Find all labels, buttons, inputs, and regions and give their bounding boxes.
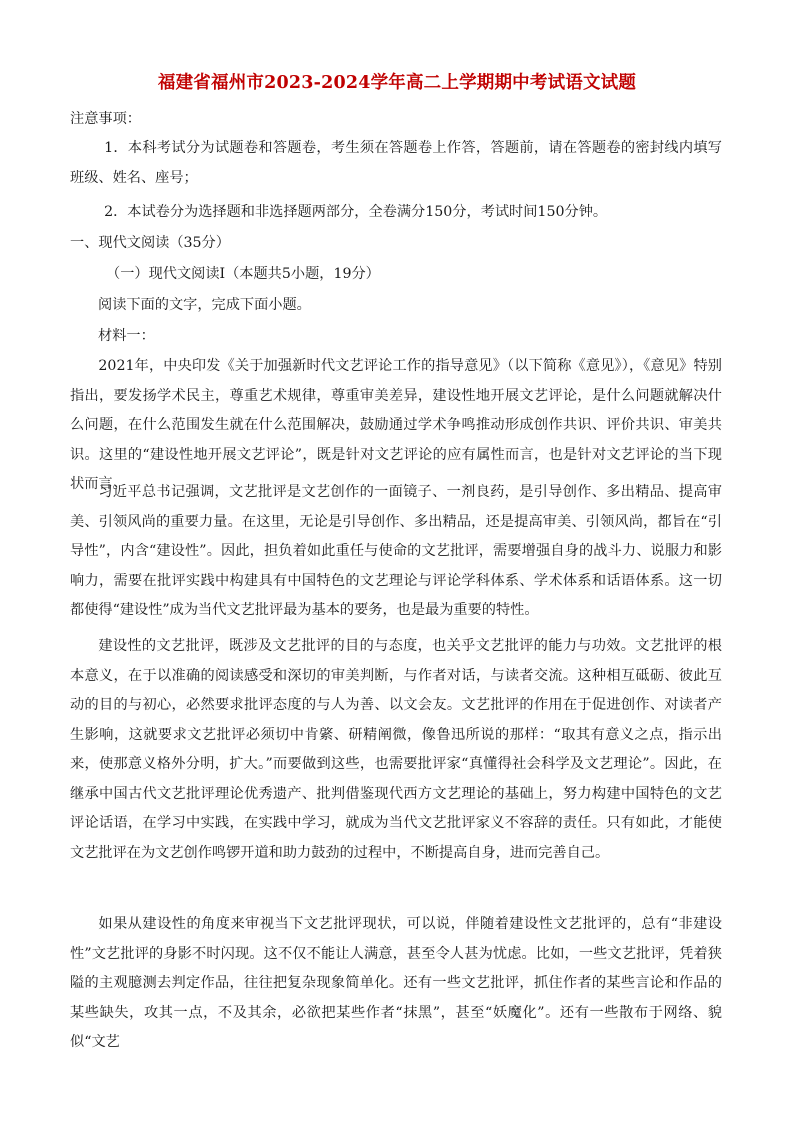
document-title: 福建省福州市2023-2024学年高二上学期期中考试语文试题: [157, 73, 637, 93]
paragraph-3: 建设性的文艺批评，既涉及文艺批评的目的与态度，也关乎文艺批评的能力与功效。文艺批评的根本意义，在于以准确的阅读感受和深切的审美判断，与作者对话，与读者交流。这种相互砥砺、彼此互动的目的与初心，必然要求批评态度的与人为善、以文会友。文艺批评的作用在于促进创作、对读者产生影响，这就要求文艺批评必须切中肯綮、研精阐微，像鲁迅所说的那样：“取其有意义之点，指示出来，使那意义格外分明，扩大。”而要做到这些，也需要批评家“真懂得社会科学及文艺理论”。因此，在继承中国古代文艺批评理论优秀遗产、批判借鉴现代西方文艺理论的基础上，努力构建中国特色的文艺评论话语，在学习中实践，在实践中学习，就成为当代文艺批评家义不容辞的责任。只有如此，才能使文艺批评在为文艺创作鸣锣开道和助力鼓劲的过程中，不断提高自身，进而完善自己。: [70, 638, 722, 861]
paragraph-2: 习近平总书记强调，文艺批评是文艺创作的一面镜子、一剂良药，是引导创作、多出精品、提高审美、引领风尚的重要力量。在这里，无论是引导创作、多出精品，还是提高审美、引领风尚，都旨在“引导性”，内含“建设性”。因此，担负着如此重任与使命的文艺批评，需要增强自身的战斗力、说服力和影响力，需要在批评实践中构建具有中国特色的文艺理论与评论学科体系、学术体系和话语体系。这一切都使得“建设性”成为当代文艺批评最为基本的要务，也是最为重要的特性。: [70, 484, 722, 618]
notice-heading: 注意事项：: [70, 111, 141, 127]
notice-item-2: 2．本试卷分为选择题和非选择题两部分，全卷满分150分，考试时间150分钟。: [104, 204, 608, 220]
material-label: 材料一：: [98, 328, 155, 344]
paragraph-1: 2021年，中央印发《关于加强新时代文艺评论工作的指导意见》（以下简称《意见》），《意见》特别指出，要发扬学术民主，尊重艺术规律，尊重审美差异，建设性地开展文艺评论，是什么问题就解决什么问题，在什么范围发生就在什么范围解决，鼓励通过学术争鸣推动形成创作共识、评价共识、审美共识。这里的“建设性地开展文艺评论”，既是针对文艺评论的应有属性而言，也是针对文艺评论的当下现状而言。: [70, 358, 722, 492]
paragraph-4: 如果从建设性的角度来审视当下文艺批评现状，可以说，伴随着建设性文艺批评的，总有“非建设性”文艺批评的身影不时闪现。这不仅不能让人满意，甚至令人甚为忧虑。比如，一些文艺批评，凭着狭隘的主观臆测去判定作品，往往把复杂现象简单化。还有一些文艺批评，抓住作者的某些言论和作品的某些缺失，攻其一点，不及其余，必欲把某些作者“抹黑”，甚至“妖魔化”。还有一些散布于网络、貌似“文艺: [70, 916, 722, 1050]
section-heading: 一、现代文阅读（35分）: [70, 235, 230, 251]
notice-item-1: 1．本科考试分为试题卷和答题卷，考生须在答题卷上作答，答题前，请在答题卷的密封线内填写班级、姓名、座号；: [70, 140, 722, 186]
subsection-heading: （一）现代文阅读Ⅰ（本题共5小题，19分）: [106, 266, 380, 282]
reading-instruction: 阅读下面的文字，完成下面小题。: [98, 297, 311, 313]
